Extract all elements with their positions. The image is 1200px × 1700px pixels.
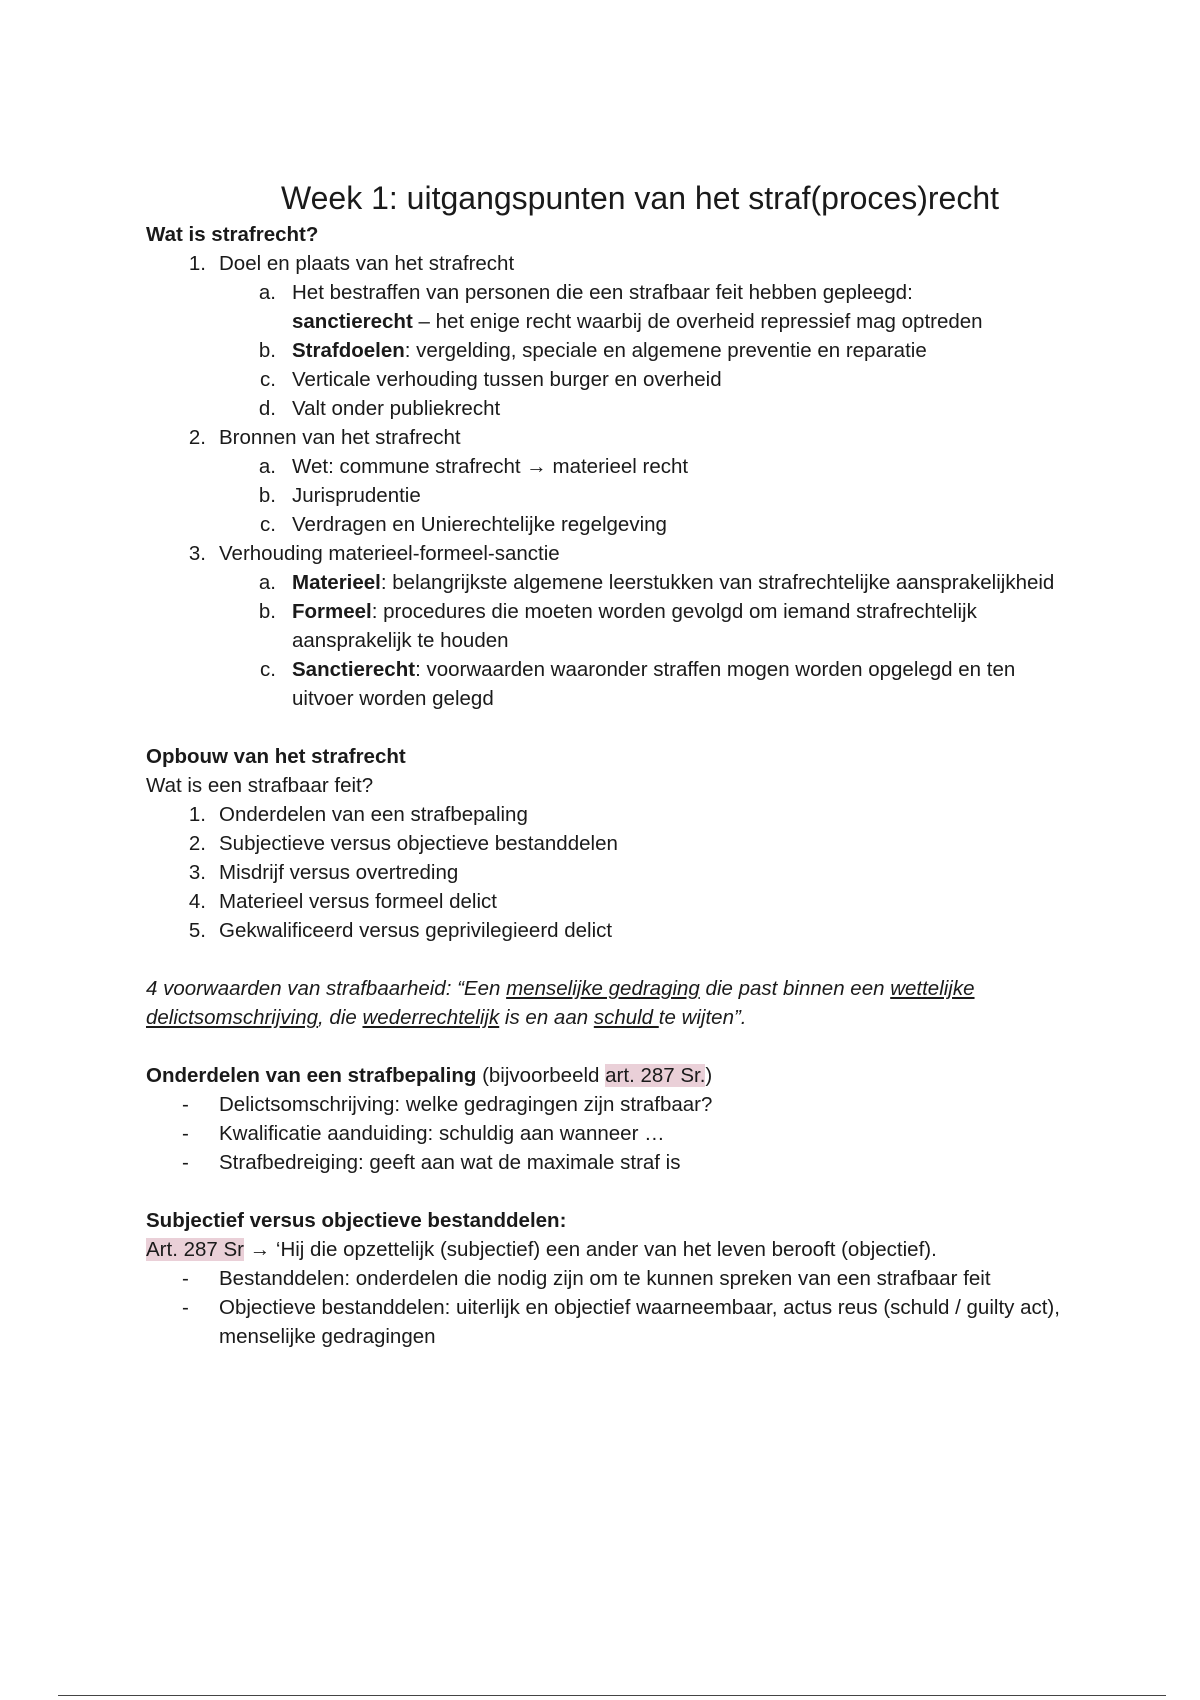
heading-paren-text: )	[705, 1064, 713, 1087]
spacer	[146, 1032, 1076, 1061]
sub-list-item	[146, 452, 1076, 481]
list-item-text: Verticale verhouding tussen burger en overheid	[292, 368, 722, 391]
bold-term: Strafdoelen	[292, 339, 405, 362]
list-item-text: Verdragen en Unierechtelijke regelgeving	[292, 513, 667, 536]
list-letter: a.	[258, 571, 276, 594]
bullet-text: Bestanddelen: onderdelen die nodig zijn om te kunnen spreken van een strafbaar feit	[219, 1267, 991, 1290]
list-item-text: : voorwaarden waaronder straffen mogen worden opgelegd en ten uitvoer worden gelegd	[292, 658, 1016, 710]
list-item	[146, 858, 1076, 887]
bullet-dash: -	[182, 1151, 189, 1174]
bullet-dash: -	[182, 1267, 189, 1290]
bullet-item	[146, 1090, 1076, 1119]
list-number: 3.	[188, 861, 206, 884]
spacer	[146, 945, 1076, 974]
bullet-item	[146, 1119, 1076, 1148]
list-item-text: – het enige recht waarbij de overheid repressief mag optreden	[412, 310, 983, 333]
list-letter: c.	[260, 513, 276, 536]
section-heading-bestanddelen: Subjectief versus objectieve bestanddelen:	[146, 1209, 567, 1232]
list-item-text: Wet: commune strafrecht → materieel recht	[292, 455, 689, 478]
list-letter: a.	[258, 281, 276, 304]
document-page	[146, 178, 1076, 1351]
list-number: 2.	[188, 426, 206, 449]
list-item-text: Jurisprudentie	[292, 484, 421, 507]
list-item-text: Onderdelen van een strafbepaling	[219, 803, 528, 826]
list-item-text: Bronnen van het strafrecht	[219, 426, 461, 449]
sub-list-item	[146, 655, 1076, 713]
list-item-text: : vergelding, speciale en algemene preventie en reparatie	[404, 339, 927, 362]
bullet-item	[146, 1264, 1076, 1293]
list-letter: c.	[260, 368, 276, 391]
quote-text: 4 voorwaarden van strafbaarheid: “Een	[146, 977, 507, 1000]
highlighted-article: Art. 287 Sr	[146, 1238, 244, 1261]
section-heading-wat-is-strafrecht: Wat is strafrecht?	[146, 223, 319, 246]
list-letter: d.	[258, 397, 276, 420]
page-title: Week 1: uitgangspunten van het straf(proces)recht	[280, 180, 1000, 216]
bold-term: sanctierecht	[292, 310, 413, 333]
sub-list-item	[146, 278, 1076, 336]
article-line	[146, 1235, 1076, 1264]
underlined-term: schuld	[593, 1006, 659, 1029]
list-item-text: Subjectieve versus objectieve bestanddelen	[219, 832, 618, 855]
bullet-text: Kwalificatie aanduiding: schuldig aan wanneer …	[219, 1122, 665, 1145]
bullet-dash: -	[182, 1122, 189, 1145]
list-letter: a.	[258, 455, 276, 478]
spacer	[146, 713, 1076, 742]
bullet-dash: -	[182, 1093, 189, 1116]
list-number: 5.	[188, 919, 206, 942]
list-item-text: Doel en plaats van het strafrecht	[219, 252, 515, 275]
bullet-text: Objectieve bestanddelen: uiterlijk en objectief waarneembaar, actus reus (schuld / guilty act), menselijke gedragingen	[219, 1296, 1060, 1348]
list-letter: b.	[258, 484, 276, 507]
section-heading-opbouw: Opbouw van het strafrecht	[146, 745, 406, 768]
list-item-text: : procedures die moeten worden gevolgd om iemand strafrechtelijk aansprakelijk te houden	[292, 600, 977, 652]
highlighted-article: art. 287 Sr.	[605, 1064, 706, 1087]
list-item-text: Misdrijf versus overtreding	[219, 861, 459, 884]
list-letter: c.	[260, 658, 276, 681]
underlined-term: wettelijke delictsomschrijving	[146, 977, 975, 1029]
list-item-text: : belangrijkste algemene leerstukken van strafrechtelijke aansprakelijkheid	[380, 571, 1055, 594]
quote-text: is en aan	[499, 1006, 594, 1029]
list-item	[146, 423, 1076, 452]
section-heading-onderdelen	[146, 1061, 1076, 1090]
sub-list-item	[146, 481, 1076, 510]
bullet-text: Delictsomschrijving: welke gedragingen zijn strafbaar?	[219, 1093, 713, 1116]
footer-divider	[58, 1695, 1166, 1696]
sub-list-item	[146, 336, 1076, 365]
sub-list-item	[146, 510, 1076, 539]
article-text: → ‘Hij die opzettelijk (subjectief) een ander van het leven berooft (objectief).	[244, 1238, 937, 1261]
sub-list-item	[146, 568, 1076, 597]
list-item-text: Verhouding materieel-formeel-sanctie	[219, 542, 560, 565]
list-item	[146, 916, 1076, 945]
list-item-text: Het bestraffen van personen die een strafbaar feit hebben gepleegd:	[292, 281, 913, 304]
list-item-text: Materieel versus formeel delict	[219, 890, 497, 913]
list-number: 1.	[188, 252, 206, 275]
list-item	[146, 249, 1076, 278]
underlined-term: menselijke gedraging	[506, 977, 700, 1000]
heading-text: Onderdelen van een strafbepaling	[146, 1064, 477, 1087]
bold-term: Sanctierecht	[292, 658, 416, 681]
list-number: 1.	[188, 803, 206, 826]
list-number: 2.	[188, 832, 206, 855]
list-item	[146, 539, 1076, 568]
list-item-text: Valt onder publiekrecht	[292, 397, 501, 420]
heading-paren-text: (bijvoorbeeld	[476, 1064, 606, 1087]
list-number: 3.	[188, 542, 206, 565]
bullet-text: Strafbedreiging: geeft aan wat de maximale straf is	[219, 1151, 681, 1174]
list-item-text: Gekwalificeerd versus geprivilegieerd delict	[219, 919, 613, 942]
spacer	[146, 1177, 1076, 1206]
list-letter: b.	[258, 339, 276, 362]
list-letter: b.	[258, 600, 276, 623]
sub-list-item	[146, 365, 1076, 394]
sub-list-item	[146, 597, 1076, 655]
list-item	[146, 800, 1076, 829]
bullet-dash: -	[182, 1296, 189, 1319]
bullet-item	[146, 1293, 1076, 1351]
sub-list-item	[146, 394, 1076, 423]
quote-text: te wijten”.	[658, 1006, 747, 1029]
bullet-item	[146, 1148, 1076, 1177]
list-item	[146, 829, 1076, 858]
question-text: Wat is een strafbaar feit?	[146, 774, 374, 797]
quote-text: die past binnen een	[699, 977, 891, 1000]
bold-term: Materieel	[292, 571, 381, 594]
quote-text: , die	[318, 1006, 363, 1029]
bold-term: Formeel	[292, 600, 372, 623]
strafbaarheid-quote	[146, 974, 1076, 1032]
list-item	[146, 887, 1076, 916]
underlined-term: wederrechtelijk	[362, 1006, 500, 1029]
list-number: 4.	[188, 890, 206, 913]
